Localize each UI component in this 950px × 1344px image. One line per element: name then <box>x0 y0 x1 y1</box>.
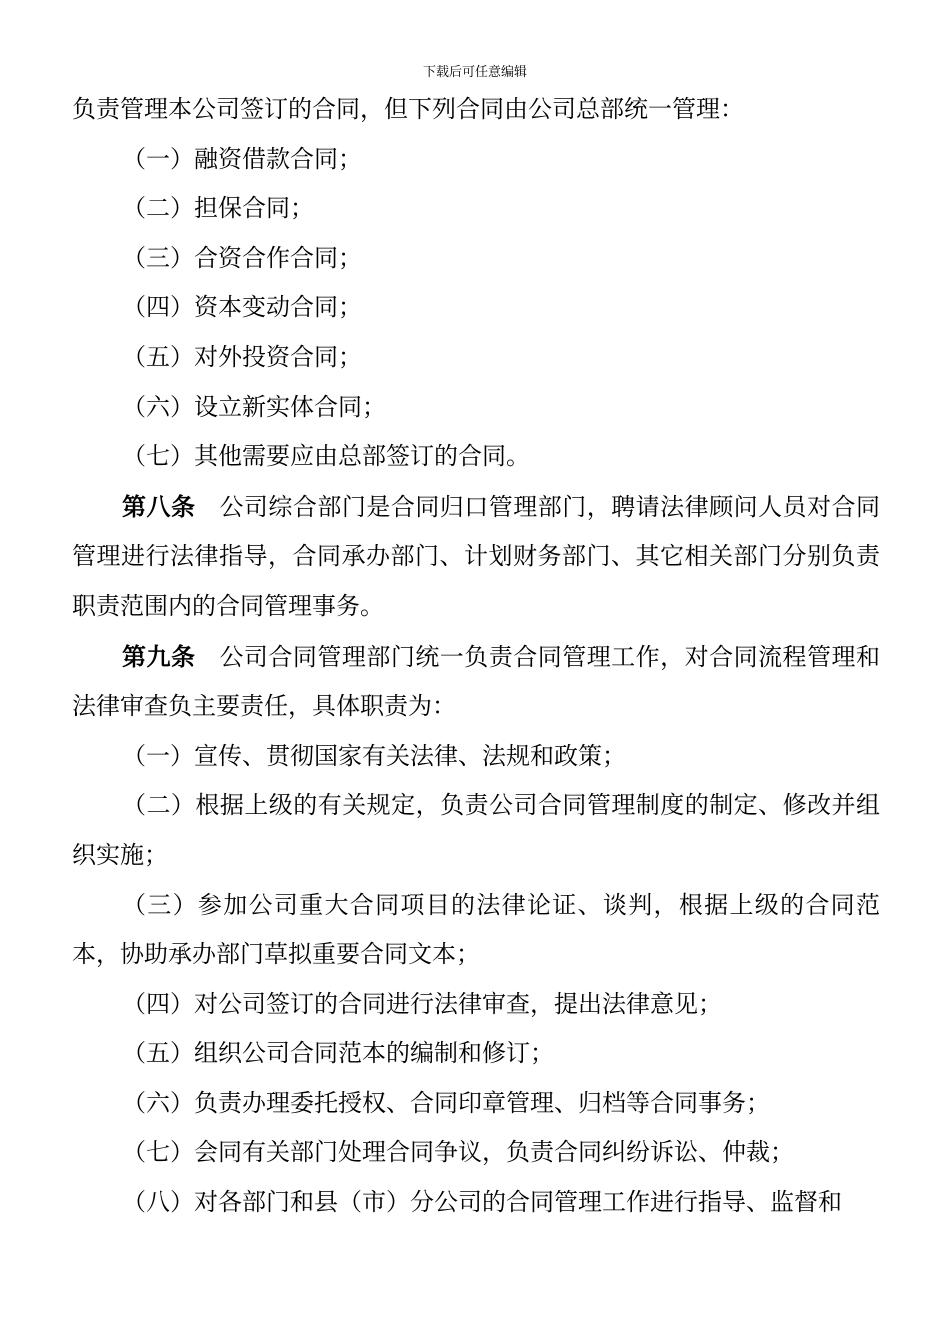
list-item: （三）参加公司重大合同项目的法律论证、谈判，根据上级的合同范本，协助承办部门草拟重要合同文本； <box>72 890 880 969</box>
document-body <box>72 85 880 1228</box>
list-item: （五）对外投资合同； <box>122 342 362 371</box>
article-paragraph <box>72 632 880 732</box>
list-item: （五）组织公司合同范本的编制和修订； <box>122 1039 554 1068</box>
list-item: （三）合资合作合同； <box>122 243 362 272</box>
page-header: 下载后可任意编辑 <box>422 65 527 80</box>
article-text: 公司综合部门是合同归口管理部门，聘请法律顾问人员对合同管理进行法律指导，合同承办部门、计划财务部门、其它相关部门分别负责职责范围内的合同管理事务。 <box>72 492 881 620</box>
list-item: （六）设立新实体合同； <box>122 392 386 421</box>
article-paragraph <box>72 482 880 632</box>
article-number: 第九条 <box>122 641 196 671</box>
list-item: （一）融资借款合同； <box>122 144 362 173</box>
list-item: （八）对各部门和县（市）分公司的合同管理工作进行指导、监督和 <box>122 1188 842 1217</box>
list-item: （四）对公司签订的合同进行法律审查，提出法律意见； <box>122 989 722 1018</box>
paragraph-intro: 负责管理本公司签订的合同，但下列合同由公司总部统一管理： <box>72 95 744 123</box>
article-number: 第八条 <box>122 491 196 521</box>
list-item: （六）负责办理委托授权、合同印章管理、归档等合同事务； <box>122 1088 770 1117</box>
list-item: （一）宣传、贯彻国家有关法律、法规和政策； <box>122 741 626 770</box>
list-item: （二）担保合同； <box>122 194 314 223</box>
article-text: 公司合同管理部门统一负责合同管理工作，对合同流程管理和法律审查负主要责任，具体职责为： <box>72 642 881 721</box>
list-item: （七）其他需要应由总部签订的合同。 <box>122 442 530 471</box>
list-item: （四）资本变动合同； <box>122 293 362 322</box>
list-item: （二）根据上级的有关规定，负责公司合同管理制度的制定、修改并组织实施； <box>72 791 880 869</box>
list-item: （七）会同有关部门处理合同争议，负责合同纠纷诉讼、仲裁； <box>122 1138 794 1167</box>
